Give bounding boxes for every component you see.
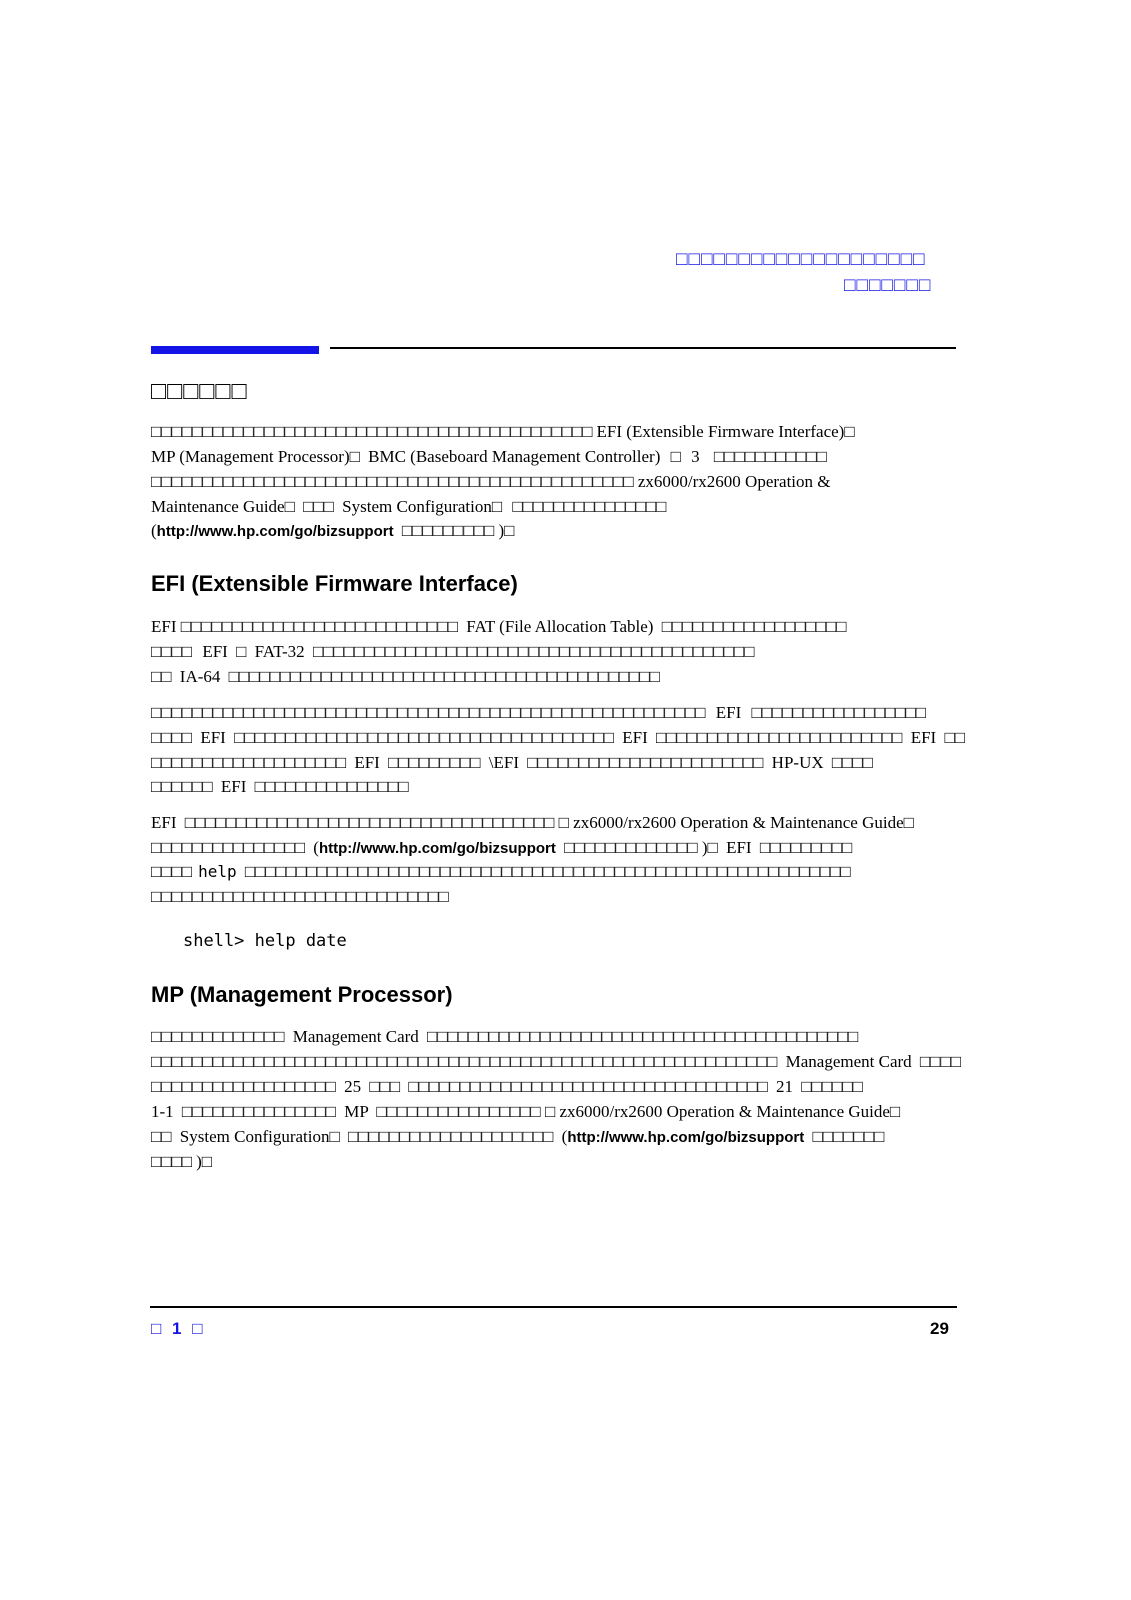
intro-line-2: MP (Management Processor)□ BMC (Baseboard Management Controller) □ 3 □□□□□□□□□□□ bbox=[151, 447, 827, 466]
running-header-line-2: □□□□□□□ bbox=[844, 275, 932, 296]
bizsupport-link[interactable]: http://www.hp.com/go/bizsupport bbox=[318, 840, 556, 857]
help-command: help bbox=[198, 862, 237, 881]
bizsupport-link[interactable]: http://www.hp.com/go/bizsupport bbox=[156, 523, 394, 540]
title-rule bbox=[330, 347, 956, 349]
section-heading-mp: MP (Management Processor) bbox=[151, 982, 453, 1007]
efi-p3-line-1: EFI □□□□□□□□□□□□□□□□□□□□□□□□□□□□□□□□□□□□ □ zx6000/rx2600 Operation & Maintenance Guide□ bbox=[151, 813, 914, 832]
intro-line-5: (http://www.hp.com/go/bizsupport □□□□□□□□□ )□ bbox=[151, 521, 515, 540]
mp-line-2: □□□□□□□□□□□□□□□□□□□□□□□□□□□□□□□□□□□□□□□□□□□□□□□□□□□□□□□□□□□□□ Management Card □□□□ bbox=[151, 1052, 961, 1071]
mp-line-3: □□□□□□□□□□□□□□□□□□ 25 □□□ □□□□□□□□□□□□□□□□□□□□□□□□□□□□□□□□□□□ 21 □□□□□□ bbox=[151, 1077, 863, 1096]
efi-p3-line-2: □□□□□□□□□□□□□□□ (http://www.hp.com/go/bizsupport □□□□□□□□□□□□□ )□ EFI □□□□□□□□□ bbox=[151, 838, 853, 857]
section-heading-efi: EFI (Extensible Firmware Interface) bbox=[151, 571, 518, 596]
intro-line-4: Maintenance Guide□ □□□ System Configuration□ □□□□□□□□□□□□□□□ bbox=[151, 497, 667, 516]
running-header-line-1: □□□□□□□□□□□□□□□□□□□□ bbox=[676, 249, 926, 270]
footer-rule bbox=[150, 1306, 957, 1308]
efi-p1-line-3: □□ IA-64 □□□□□□□□□□□□□□□□□□□□□□□□□□□□□□□□□□□□□□□□□□ bbox=[151, 667, 660, 686]
efi-p2-line-3: □□□□□□□□□□□□□□□□□□□ EFI □□□□□□□□□ \EFI □□□□□□□□□□□□□□□□□□□□□□□ HP-UX □□□□ bbox=[151, 753, 873, 772]
title-accent-bar bbox=[151, 346, 319, 354]
efi-p2-line-2: □□□□ EFI □□□□□□□□□□□□□□□□□□□□□□□□□□□□□□□□□□□□□ EFI □□□□□□□□□□□□□□□□□□□□□□□□ EFI □□ bbox=[151, 728, 965, 747]
efi-p3-line-3: □□□□ help □□□□□□□□□□□□□□□□□□□□□□□□□□□□□□□□□□□□□□□□□□□□□□□□□□□□□□□□□□□ bbox=[151, 862, 851, 881]
code-example: shell> help date bbox=[183, 931, 347, 951]
efi-p1-line-1: EFI □□□□□□□□□□□□□□□□□□□□□□□□□□□ FAT (File Allocation Table) □□□□□□□□□□□□□□□□□□ bbox=[151, 617, 847, 636]
efi-p2-line-1: □□□□□□□□□□□□□□□□□□□□□□□□□□□□□□□□□□□□□□□□□□□□□□□□□□□□□□ EFI □□□□□□□□□□□□□□□□□ bbox=[151, 703, 927, 722]
page-number: 29 bbox=[930, 1319, 949, 1338]
bizsupport-link[interactable]: http://www.hp.com/go/bizsupport bbox=[567, 1129, 805, 1146]
mp-line-5: □□ System Configuration□ □□□□□□□□□□□□□□□□□□□□ (http://www.hp.com/go/bizsupport □□□□□□□ bbox=[151, 1127, 885, 1146]
mp-line-4: 1-1 □□□□□□□□□□□□□□□ MP □□□□□□□□□□□□□□□□ □ zx6000/rx2600 Operation & Maintenance Guide□ bbox=[151, 1102, 901, 1121]
efi-p3-line-4: □□□□□□□□□□□□□□□□□□□□□□□□□□□□□ bbox=[151, 887, 449, 906]
mp-line-1: □□□□□□□□□□□□□ Management Card □□□□□□□□□□□□□□□□□□□□□□□□□□□□□□□□□□□□□□□□□□ bbox=[151, 1027, 859, 1046]
intro-line-3: □□□□□□□□□□□□□□□□□□□□□□□□□□□□□□□□□□□□□□□□□□□□□□□ zx6000/rx2600 Operation & bbox=[151, 472, 831, 491]
footer-chapter: □ 1 □ bbox=[151, 1319, 203, 1338]
page-title: □□□□□□ bbox=[151, 378, 248, 405]
intro-line-1: □□□□□□□□□□□□□□□□□□□□□□□□□□□□□□□□□□□□□□□□□□□ EFI (Extensible Firmware Interface)□ bbox=[151, 422, 855, 441]
efi-p2-line-4: □□□□□□ EFI □□□□□□□□□□□□□□□ bbox=[151, 777, 409, 796]
efi-p1-line-2: □□□□ EFI □ FAT-32 □□□□□□□□□□□□□□□□□□□□□□□□□□□□□□□□□□□□□□□□□□□ bbox=[151, 642, 755, 661]
mp-line-6: □□□□ )□ bbox=[151, 1152, 213, 1171]
